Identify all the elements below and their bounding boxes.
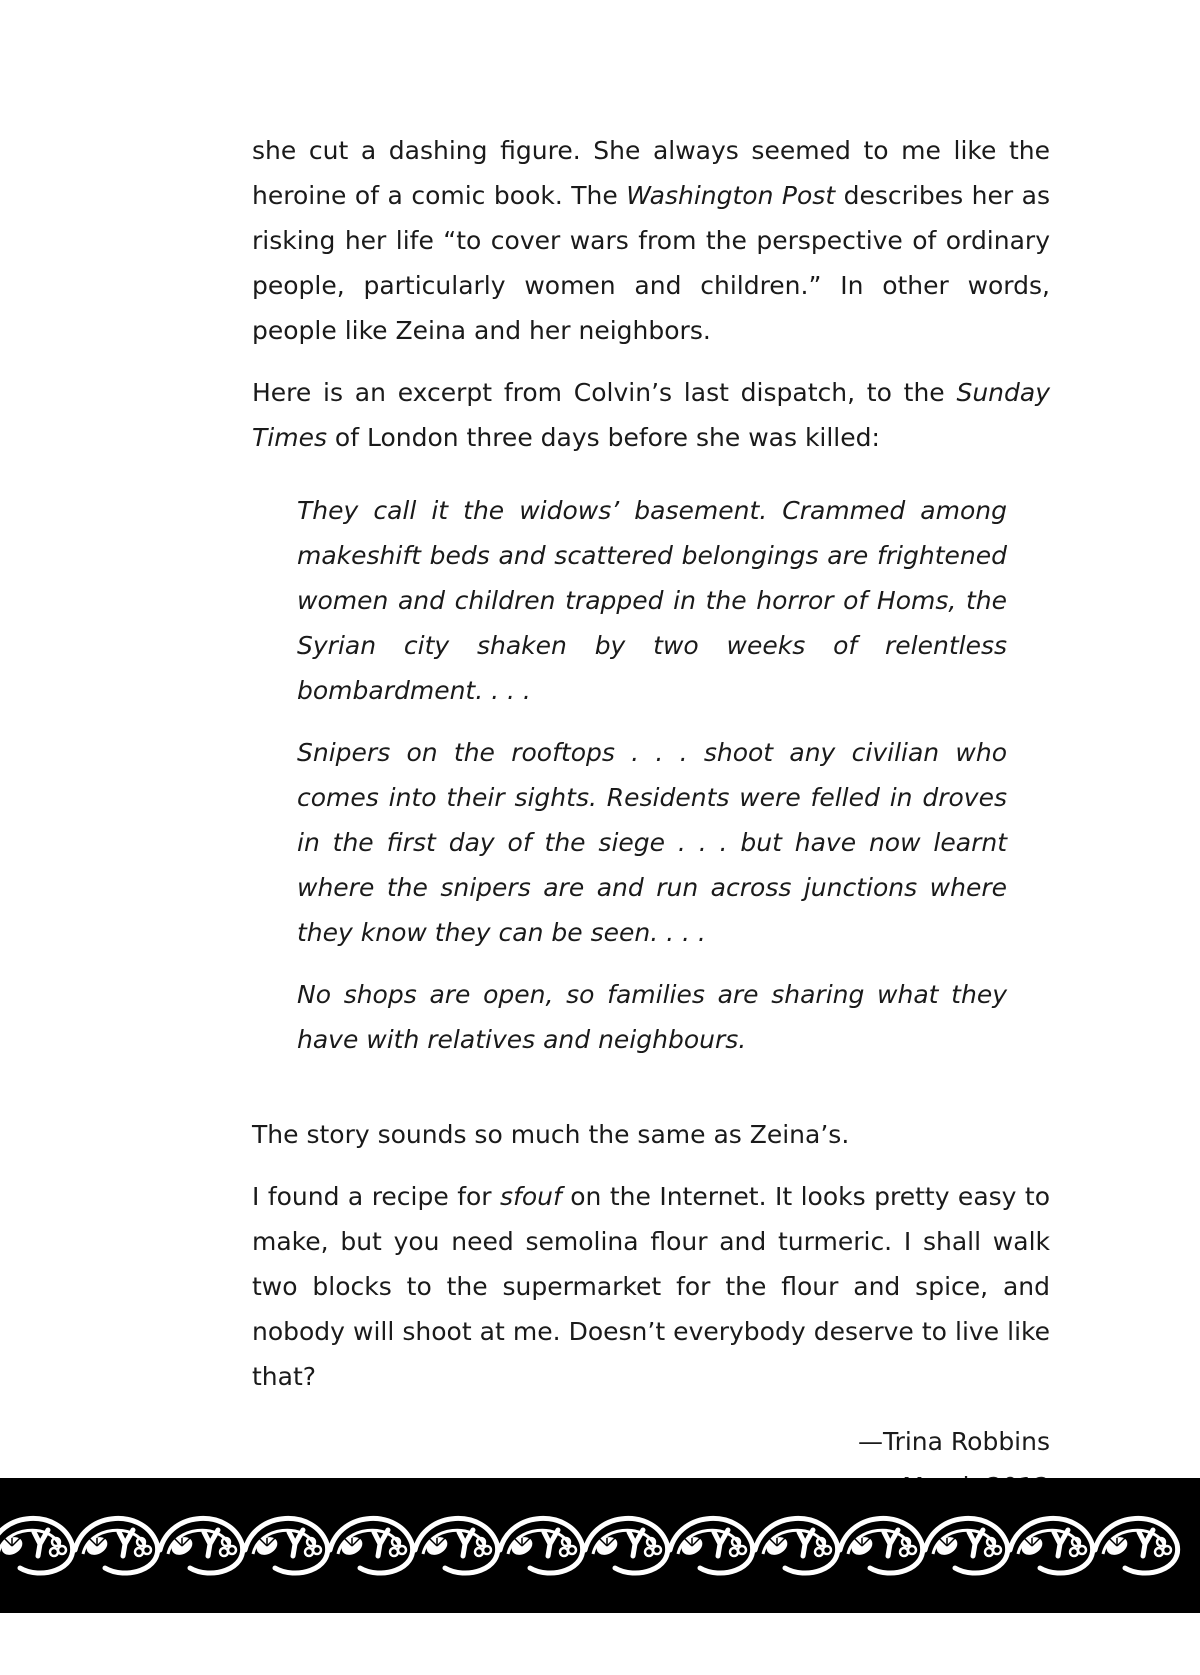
page-text: [252, 128, 1050, 1509]
signature-author: —Trina Robbins: [857, 1427, 1050, 1456]
vine-motif: [0, 1518, 73, 1573]
vine-motif: [1010, 1518, 1093, 1573]
publication-title: Sunday Times: [252, 378, 1050, 452]
decorative-border-band: [0, 1478, 1200, 1613]
block-quote: [297, 488, 1007, 1062]
vine-motif: [75, 1518, 158, 1573]
publication-title: Washington Post: [626, 181, 836, 210]
vine-motif: [500, 1518, 583, 1573]
vine-motif: [585, 1518, 668, 1573]
vine-motif: [160, 1518, 243, 1573]
quote-paragraph: They call it the widows’ basement. Crammed among makeshift beds and scattered belongings are frightened women and children trapped in the horror of Homs, the Syrian city shaken by two weeks of relentless bombardment. . . .: [297, 496, 1007, 705]
paragraph-text: I found a recipe for: [252, 1182, 501, 1211]
vine-motif: [330, 1518, 413, 1573]
vine-motif: [840, 1518, 923, 1573]
foreign-word: sfouf: [500, 1182, 562, 1211]
paragraph-text: Here is an excerpt from Colvin’s last dispatch, to the: [252, 378, 957, 407]
quote-paragraph: Snipers on the rooftops . . . shoot any civilian who comes into their sights. Residents were felled in droves in the first day of the siege . . . but have now learnt where the snipers are and run across junctions where they know they can be seen. . . .: [297, 738, 1007, 947]
vine-motif: [925, 1518, 1008, 1573]
paragraph: The story sounds so much the same as Zeina’s.: [252, 1120, 850, 1149]
vine-motif: [1095, 1518, 1178, 1573]
paragraph-text: describes her as risking her life “to cover wars from the perspective of ordinary people, particularly women and children.” In other words, people like Zeina and her neighbors.: [252, 181, 1050, 345]
paragraph: [252, 370, 1050, 460]
vine-motif: [755, 1518, 838, 1573]
vine-motif: [415, 1518, 498, 1573]
paragraph-text: she cut a dashing figure. She always seemed to me like the heroine of a comic book. The: [252, 136, 1050, 210]
paragraph-text: on the Internet. It looks pretty easy to make, but you need semolina flour and turmeric. I shall walk two blocks to the supermarket for the flour and spice, and nobody will shoot at me. Doesn’t everybody deserve to live like that?: [252, 1182, 1050, 1391]
paragraph: [252, 128, 1050, 353]
paragraph: [252, 1174, 1050, 1399]
vine-motif: [670, 1518, 753, 1573]
vine-motif: [245, 1518, 328, 1573]
paragraph-text: of London three days before she was killed:: [326, 423, 880, 452]
floral-vine-border-icon: [0, 1478, 1200, 1613]
quote-paragraph: No shops are open, so families are sharing what they have with relatives and neighbours.: [297, 980, 1007, 1054]
